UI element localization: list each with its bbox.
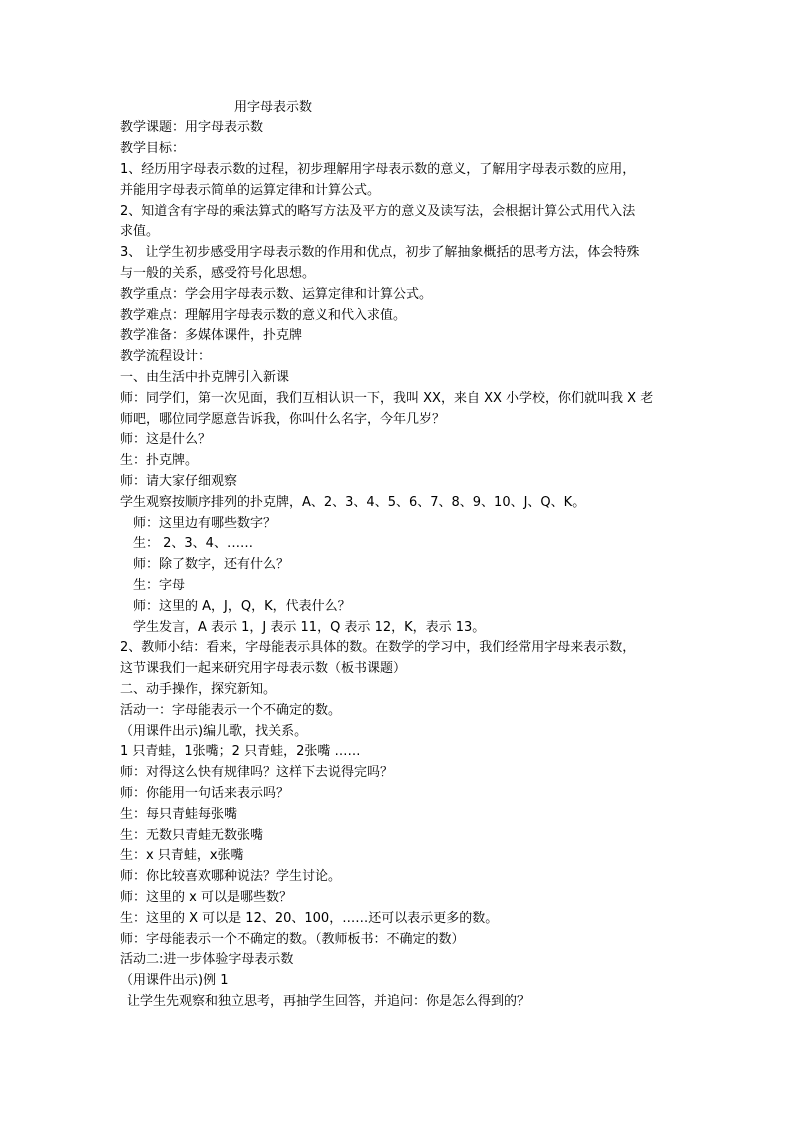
text-line: 生：扑克牌。 — [120, 453, 199, 468]
text-line: 这节课我们一起来研究用字母表示数（板书课题） — [120, 661, 407, 676]
text-line: 师：对得这么快有规律吗？这样下去说得完吗？ — [120, 765, 394, 780]
text-line: 求值。 — [120, 224, 160, 239]
text-line: 师吧，哪位同学愿意告诉我，你叫什么名字，今年几岁？ — [120, 412, 446, 427]
text-line: 一、由生活中扑克牌引入新课 — [120, 370, 290, 385]
text-line: 让学生先观察和独立思考，再抽学生回答，并追问：你是怎么得到的？ — [127, 994, 531, 1009]
text-line: 与一般的关系，感受符号化思想。 — [120, 266, 316, 281]
text-line: 并能用字母表示简单的运算定律和计算公式。 — [120, 183, 381, 198]
text-line: 活动一：字母能表示一个不确定的数。 — [120, 703, 342, 718]
text-line: 学生发言，A 表示 1，J 表示 11，Q 表示 12，K，表示 13。 — [133, 620, 486, 635]
text-line: 生：字母 — [133, 578, 186, 593]
text-line: 师：你能用一句话来表示吗？ — [120, 786, 290, 801]
text-line: 教学重点：学会用字母表示数、运算定律和计算公式。 — [120, 287, 433, 302]
text-line: 师：除了数字，还有什么？ — [133, 557, 290, 572]
text-line: 师：这是什么？ — [120, 432, 212, 447]
text-line: 生：x 只青蛙，x张嘴 — [120, 848, 244, 863]
text-line: 教学难点：理解用字母表示数的意义和代入求值。 — [120, 308, 407, 323]
text-line: 生： 2、3、4、…… — [133, 536, 253, 551]
text-line: 师：同学们，第一次见面，我们互相认识一下，我叫 XX，来自 XX 小学校，你们就叫我 X 老 — [120, 391, 654, 406]
text-line: 师：字母能表示一个不确定的数。（教师板书：不确定的数） — [120, 932, 465, 947]
text-line: 活动二:进一步体验字母表示数 — [120, 952, 294, 967]
text-line: 学生观察按顺序排列的扑克牌，A、2、3、4、5、6、7、8、9、10、J、Q、K。 — [120, 495, 586, 510]
text-line: 教学目标： — [120, 141, 186, 156]
text-line: 师：这里的 A，J，Q，K，代表什么？ — [133, 599, 351, 614]
document-title: 用字母表示数 — [234, 100, 313, 115]
text-line: 2、教师小结：看来，字母能表示具体的数。在数学的学习中，我们经常用字母来表示数， — [120, 640, 636, 655]
text-line: 师：这里的 x 可以是哪些数？ — [120, 890, 292, 905]
text-line: 生：无数只青蛙无数张嘴 — [120, 828, 264, 843]
text-line: （用课件出示)例 1 — [120, 973, 229, 988]
text-line: 生：这里的 X 可以是 12、20、100，……还可以表示更多的数。 — [120, 911, 499, 926]
text-line: 二、动手操作，探究新知。 — [120, 682, 277, 697]
text-line: 1、经历用字母表示数的过程，初步理解用字母表示数的意义，了解用字母表示数的应用， — [120, 162, 636, 177]
text-line: 师：这里边有哪些数字？ — [133, 516, 277, 531]
text-line: 3、 让学生初步感受用字母表示数的作用和优点，初步了解抽象概括的思考方法，体会特殊 — [120, 245, 640, 260]
text-line: 生：每只青蛙每张嘴 — [120, 807, 238, 822]
text-line: 1 只青蛙，1张嘴；2 只青蛙，2张嘴 …… — [120, 744, 361, 759]
text-line: 2、知道含有字母的乘法算式的略写方法及平方的意义及读写法，会根据计算公式用代入法 — [120, 204, 636, 219]
text-line: 师：你比较喜欢哪种说法？学生讨论。 — [120, 869, 342, 884]
text-line: 教学准备：多媒体课件，扑克牌 — [120, 328, 303, 343]
text-line: 教学课题：用字母表示数 — [120, 120, 264, 135]
text-line: 师：请大家仔细观察 — [120, 474, 238, 489]
text-line: 教学流程设计： — [120, 349, 212, 364]
text-line: （用课件出示)编儿歌，找关系。 — [120, 724, 308, 739]
